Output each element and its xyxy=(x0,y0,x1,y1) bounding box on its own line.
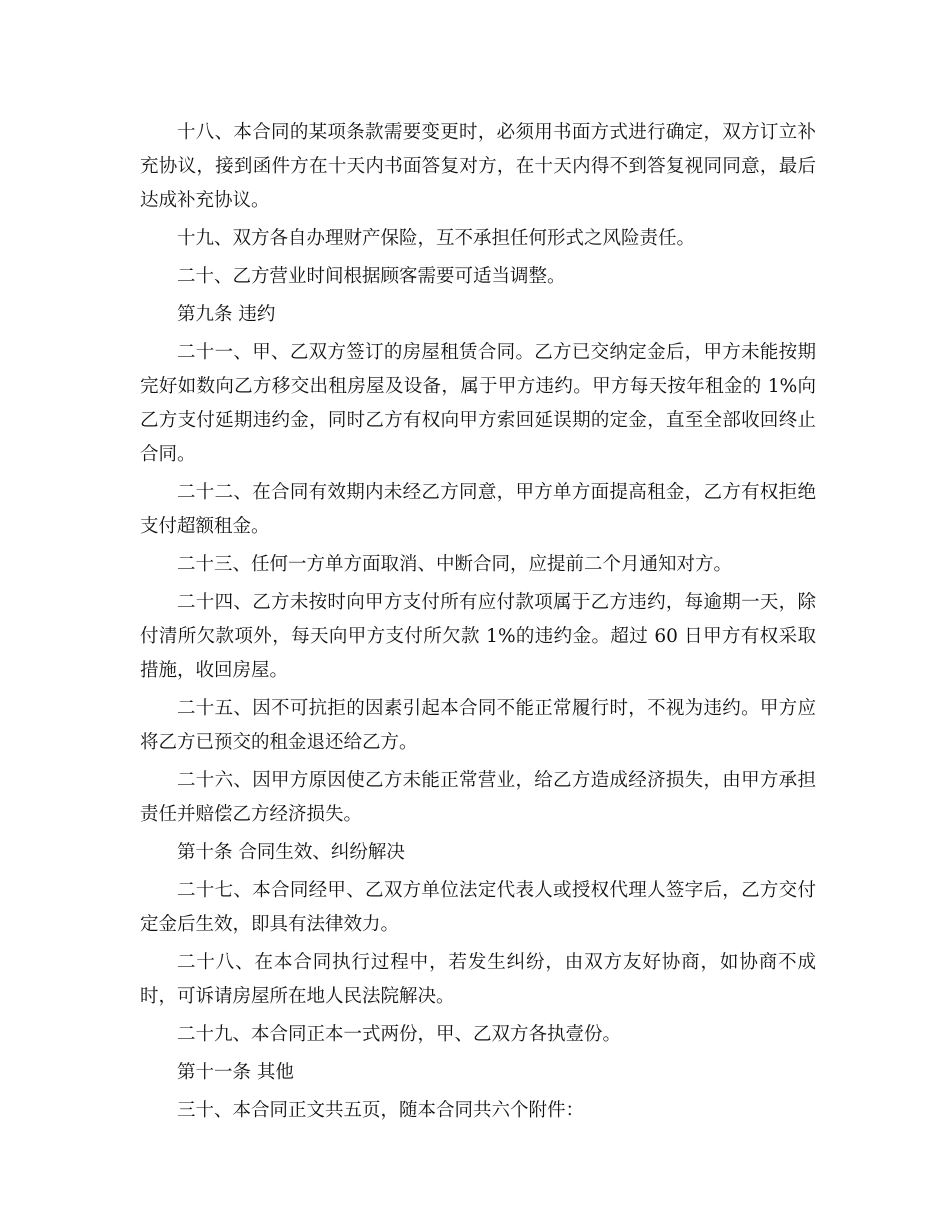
document-body xyxy=(140,116,816,1128)
clause-23-paragraph: 二十三、任何一方单方面取消、中断合同，应提前二个月通知对方。 xyxy=(177,554,733,575)
clause-24-paragraph: 二十四、乙方未按时向甲方支付所有应付款项属于乙方违约，每逾期一天，除付清所欠款项外，每天向甲方支付所欠款 1%的违约金。超过 60 日甲方有权采取措施，收回房屋。 xyxy=(140,592,816,681)
article-9-heading: 第九条 违约 xyxy=(177,304,276,325)
clause-25-paragraph: 二十五、因不可抗拒的因素引起本合同不能正常履行时，不视为违约。甲方应将乙方已预交的租金退还给乙方。 xyxy=(140,698,816,753)
clause-20-paragraph: 二十、乙方营业时间根据顾客需要可适当调整。 xyxy=(177,266,566,287)
article-10-heading: 第十条 合同生效、纠纷解决 xyxy=(177,842,405,863)
clause-19-paragraph: 十九、双方各自办理财产保险，互不承担任何形式之风险责任。 xyxy=(177,228,696,249)
clause-27-paragraph: 二十七、本合同经甲、乙双方单位法定代表人或授权代理人签字后，乙方交付定金后生效，即具有法律效力。 xyxy=(140,880,816,935)
clause-22-paragraph: 二十二、在合同有效期内未经乙方同意，甲方单方面提高租金，乙方有权拒绝支付超额租金。 xyxy=(140,482,816,537)
clause-26-paragraph: 二十六、因甲方原因使乙方未能正常营业，给乙方造成经济损失，由甲方承担责任并赔偿乙方经济损失。 xyxy=(140,770,816,825)
clause-21-paragraph: 二十一、甲、乙双方签订的房屋租赁合同。乙方已交纳定金后，甲方未能按期完好如数向乙方移交出租房屋及设备，属于甲方违约。甲方每天按年租金的 1%向乙方支付延期违约金，同时乙方有权向甲方索回延误期的定金，直至全部收回终止合同。 xyxy=(140,342,816,465)
clause-28-paragraph: 二十八、在本合同执行过程中，若发生纠纷，由双方友好协商，如协商不成时，可诉请房屋所在地人民法院解决。 xyxy=(140,952,816,1007)
clause-29-paragraph: 二十九、本合同正本一式两份，甲、乙双方各执壹份。 xyxy=(177,1024,622,1045)
clause-30-paragraph: 三十、本合同正文共五页，随本合同共六个附件： xyxy=(177,1100,585,1121)
article-11-heading: 第十一条 其他 xyxy=(177,1062,294,1083)
clause-18-paragraph: 十八、本合同的某项条款需要变更时，必须用书面方式进行确定，双方订立补充协议，接到函件方在十天内书面答复对方，在十天内得不到答复视同同意，最后达成补充协议。 xyxy=(140,122,816,211)
